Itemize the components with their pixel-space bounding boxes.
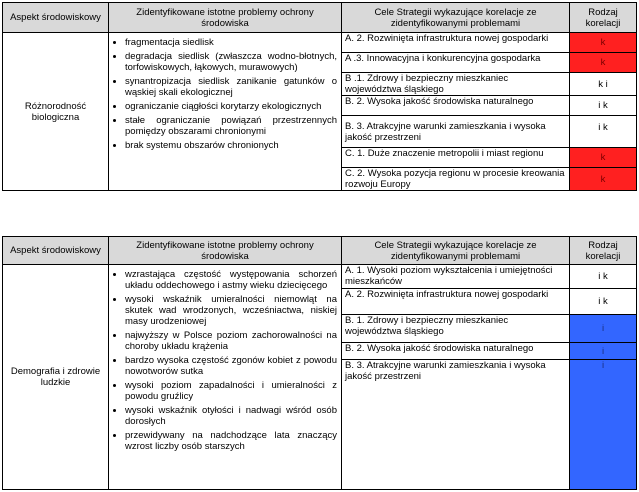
correlation-cell: i k [570, 116, 637, 148]
correlation-cell: k i [570, 73, 637, 96]
problem-item: • brak systemu obszarów chronionych [125, 140, 337, 151]
problem-item: • degradacja siedlisk (zwłaszcza wodno-błotnych, torfowiskowych, łąkowych, murawowych) [125, 51, 337, 73]
aspect-cell: Różnorodność biologiczna [3, 33, 109, 191]
problem-item: • przewidywany na nadchodzące lata znaczący wzrost liczby osób starszych [125, 430, 337, 452]
goal-cell: A .3. Innowacyjna i konkurencyjna gospodarka [342, 53, 570, 73]
correlation-cell: i k [570, 96, 637, 116]
header-problems: Zidentyfikowane istotne problemy ochrony środowiska [109, 237, 342, 265]
header-correlation: Rodzaj korelacji [570, 3, 637, 33]
header-aspect: Aspekt środowiskowy [3, 3, 109, 33]
header-goals: Cele Strategii wykazujące korelacje ze zidentyfikowanymi problemami [342, 3, 570, 33]
problems-list [113, 37, 337, 151]
correlation-cell: k [570, 33, 637, 53]
header-aspect: Aspekt środowiskowy [3, 237, 109, 265]
correlation-cell: k [570, 148, 637, 168]
correlation-cell: i [570, 315, 637, 343]
goal-cell: A. 2. Rozwinięta infrastruktura nowej gospodarki [342, 33, 570, 53]
problems-list [113, 269, 337, 452]
goal-cell: B. 1. Zdrowy i bezpieczny mieszkaniec województwa śląskiego [342, 315, 570, 343]
goal-cell: C. 1. Duże znaczenie metropolii i miast regionu [342, 148, 570, 168]
problem-item: • wysoki wskaźnik otyłości i nadwagi wśród osób dorosłych [125, 405, 337, 427]
correlation-cell: i [570, 343, 637, 360]
correlation-table-2 [2, 236, 637, 490]
problem-item: • stałe ograniczanie powiązań przestrzennych pomiędzy obszarami chronionymi [125, 115, 337, 137]
problem-item: • wysoki wskaźnik umieralności niemowląt na skutek wad wrodzonych, wcześniactwa, niskiej masy urodzeniowej [125, 294, 337, 327]
problem-item: • wzrastająca częstość występowania schorzeń układu oddechowego i astmy wieku dziecięcego [125, 269, 337, 291]
goal-cell: B. 2. Wysoka jakość środowiska naturalnego [342, 343, 570, 360]
correlation-cell: i k [570, 289, 637, 315]
goal-cell: B. 3. Atrakcyjne warunki zamieszkania i wysoka jakość przestrzeni [342, 360, 570, 490]
header-correlation: Rodzaj korelacji [570, 237, 637, 265]
goal-cell: B. 3. Atrakcyjne warunki zamieszkania i wysoka jakość przestrzeni [342, 116, 570, 148]
problem-item: • ograniczanie ciągłości korytarzy ekologicznych [125, 101, 337, 112]
correlation-cell: i k [570, 265, 637, 289]
goal-cell: A. 2. Rozwinięta infrastruktura nowej gospodarki [342, 289, 570, 315]
problem-item: • fragmentacja siedlisk [125, 37, 337, 48]
correlation-table-1 [2, 2, 637, 191]
header-goals: Cele Strategii wykazujące korelacje ze zidentyfikowanymi problemami [342, 237, 570, 265]
aspect-cell: Demografia i zdrowie ludzkie [3, 265, 109, 490]
problem-item: • wysoki poziom zapadalności i umieralności z powodu gruźlicy [125, 380, 337, 402]
problem-item: • bardzo wysoka częstość zgonów kobiet z powodu nowotworów sutka [125, 355, 337, 377]
goal-cell: B. 2. Wysoka jakość środowiska naturalnego [342, 96, 570, 116]
problem-item: • synantropizacja siedlisk zanikanie gatunków o wąskiej skali ekologicznej [125, 76, 337, 98]
goal-cell: B .1. Zdrowy i bezpieczny mieszkaniec województwa śląskiego [342, 73, 570, 96]
problem-item: • najwyższy w Polsce poziom zachorowalności na choroby układu krążenia [125, 330, 337, 352]
problems-cell [109, 33, 342, 191]
goal-cell: A. 1. Wysoki poziom wykształcenia i umiejętności mieszkańców [342, 265, 570, 289]
correlation-cell: i [570, 360, 637, 490]
header-problems: Zidentyfikowane istotne problemy ochrony środowiska [109, 3, 342, 33]
correlation-cell: k [570, 168, 637, 191]
problems-cell [109, 265, 342, 490]
goal-cell: C. 2. Wysoka pozycja regionu w procesie kreowania rozwoju Europy [342, 168, 570, 191]
correlation-cell: k [570, 53, 637, 73]
